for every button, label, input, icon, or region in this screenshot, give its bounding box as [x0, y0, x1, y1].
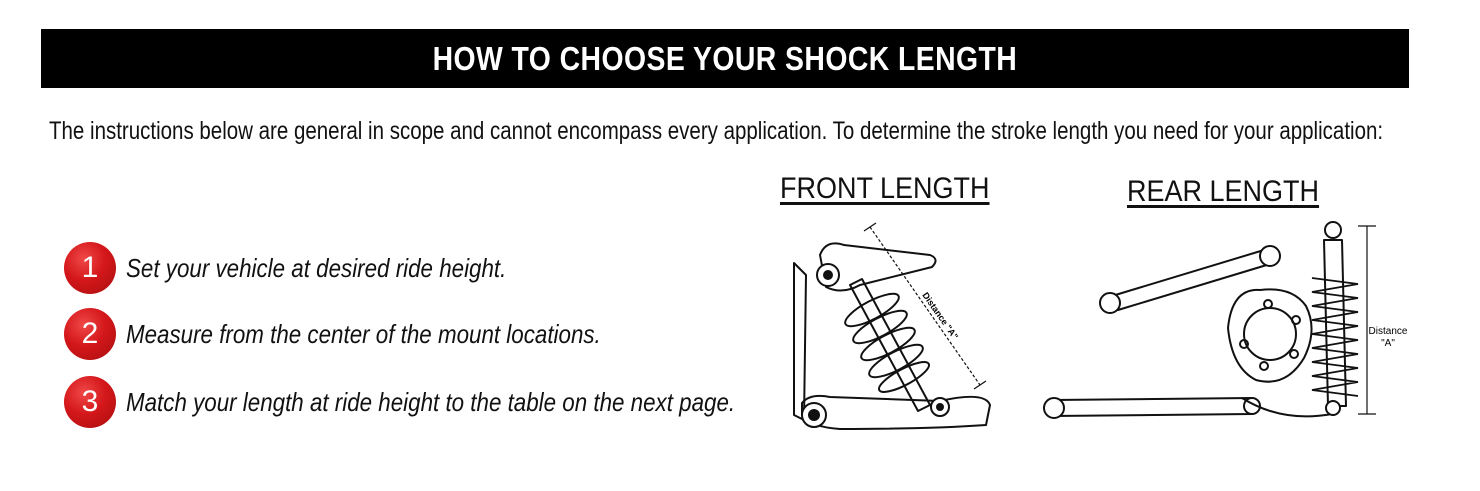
rear-length-title: REAR LENGTH — [1127, 175, 1320, 208]
rear-distance-label-1: Distance — [1368, 326, 1408, 337]
rear-suspension-diagram — [1042, 218, 1408, 433]
page-title: HOW TO CHOOSE YOUR SHOCK LENGTH — [432, 39, 1018, 77]
step-number-badge: 3 — [64, 376, 116, 428]
front-distance-label: Distance "A" — [920, 290, 961, 342]
front-suspension-diagram — [780, 215, 1020, 445]
step-text: Measure from the center of the mount locations. — [126, 318, 601, 349]
rear-distance-label-2: "A" — [1381, 338, 1395, 349]
front-length-title: FRONT LENGTH — [780, 172, 990, 205]
header-banner — [41, 29, 1409, 88]
step-number-badge: 2 — [64, 308, 116, 360]
step-number-badge: 1 — [64, 242, 116, 294]
step-1 — [64, 242, 568, 294]
step-text: Set your vehicle at desired ride height. — [126, 252, 507, 283]
step-2 — [64, 308, 678, 360]
intro-paragraph: The instructions below are general in scope and cannot encompass every application. To determine the stroke length you need for your application: — [49, 117, 1384, 145]
step-text: Match your length at ride height to the table on the next page. — [126, 386, 736, 417]
step-3 — [64, 376, 834, 428]
